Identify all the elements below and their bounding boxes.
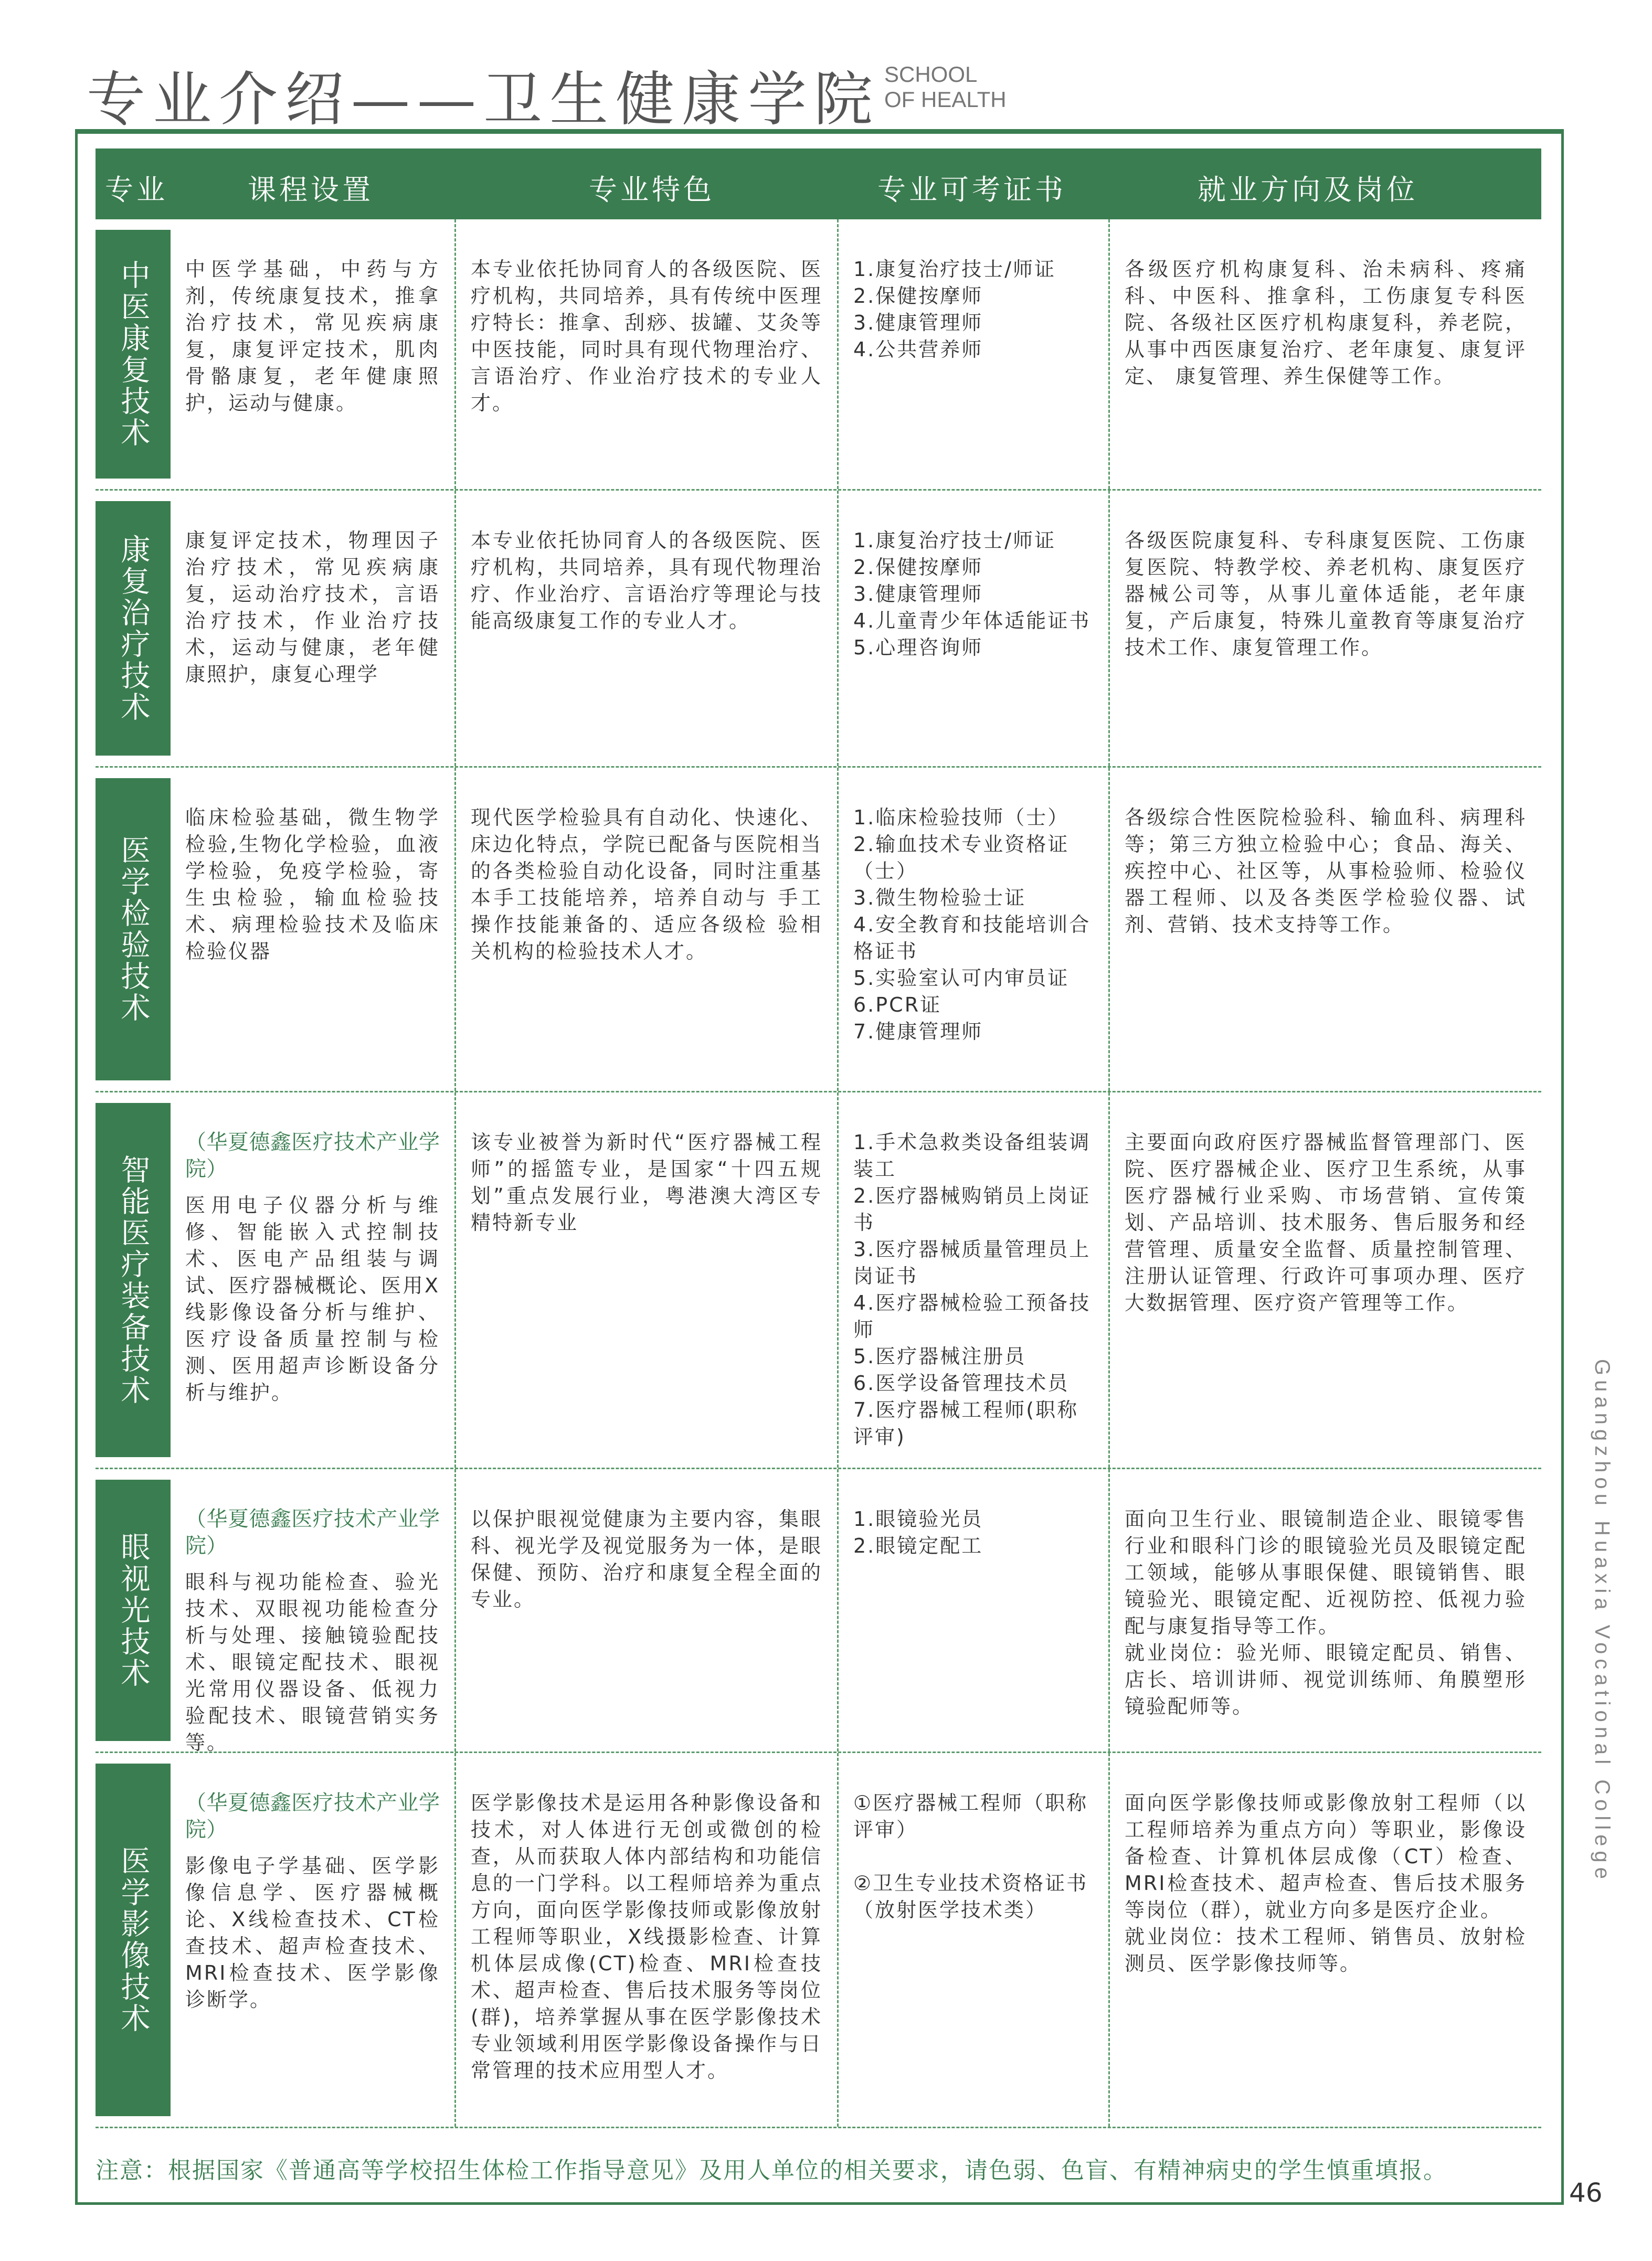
courses-text: 康复评定技术，物理因子治疗技术，常见疾病康复，运动治疗技术，言语治疗技术，作业治疗技术，运动与健康，老年健康照护，康复心理学 [185, 529, 440, 686]
courses-cell [171, 1753, 454, 2127]
major-name-label: 医学影像技术 [96, 1764, 171, 2116]
features-cell [454, 768, 837, 1091]
courses-cell [171, 219, 454, 489]
table-header [96, 148, 1541, 219]
column-header-features: 专业特色 [589, 173, 715, 206]
features-text: 以保护眼视觉健康为主要内容，集眼科、视光学及视觉服务为一体，是眼保健、预防、治疗和康复全程全面的专业。 [471, 1508, 822, 1611]
features-cell [454, 1092, 837, 1468]
courses-cell [171, 491, 454, 766]
jobs-cell [1108, 1469, 1541, 1752]
jobs-cell [1108, 1092, 1541, 1468]
column-header-certs: 专业可考证书 [877, 173, 1066, 206]
certs-cell [837, 1753, 1108, 2127]
college-side-text: Guangzhou Huaxia Vocational College [1591, 1359, 1614, 1884]
jobs-text: 主要面向政府医疗器械监督管理部门、医院、医疗器械企业、医疗卫生系统，从事医疗器械行业采购、市场营销、宣传策划、产品培训、技术服务、售后服务和经营管理、质量安全监督、质量控制管理、注册认证管理、行政许可事项办理、医疗大数据管理、医疗资产管理等工作。 [1125, 1131, 1527, 1314]
page-number: 46 [1569, 2178, 1603, 2208]
courses-text: 临床检验基础，微生物学检验,生物化学检验，血液学检验，免疫学检验，寄生虫检验，输血检验技术、病理检验技术及临床检验仪器 [185, 806, 440, 963]
major-name-label: 眼视光技术 [96, 1480, 171, 1741]
certs-text: 1.临床检验技师（士） 2.输血技术专业资格证（士） 3.微生物检验士证 4.安全教育和技能培训合格证书 5.实验室认可内审员证 6.PCR证 7.健康管理师 [853, 806, 1091, 1043]
institute-label: （华夏德鑫医疗技术产业学院） [185, 1130, 440, 1181]
table-row [96, 1469, 1541, 1753]
page-subtitle [884, 62, 1007, 112]
features-text: 本专业依托协同育人的各级医院、医疗机构，共同培养，具有现代物理治疗、作业治疗、言语治疗等理论与技能高级康复工作的专业人才。 [471, 529, 822, 632]
features-text: 本专业依托协同育人的各级医院、医疗机构，共同培养，具有传统中医理疗特长：推拿、刮痧、拔罐、艾灸等中医技能，同时具有现代物理治疗、言语治疗、作业治疗技术的专业人才。 [471, 258, 822, 415]
features-text: 现代医学检验具有自动化、快速化、床边化特点，学院已配备与医院相当的各类检验自动化设备，同时注重基本手工技能培养，培养自动与 手工操作技能兼备的、适应各级检 验相关机构的检验技术人才。 [471, 806, 822, 963]
features-text: 医学影像技术是运用各种影像设备和技术，对人体进行无创或微创的检查，从而获取人体内部结构和功能信息的一门学科。以工程师培养为重点方向，面向医学影像技师或影像放射工程师等职业，X线摄影检查、计算机体层成像(CT)检查、MRI检查技术、超声检查、售后技术服务等岗位(群)，培养掌握从事在医学影像技术专业领域利用医学影像设备操作与日常管理的技术应用型人才。 [471, 1791, 822, 2082]
table-row [96, 491, 1541, 768]
major-name-label: 医学检验技术 [96, 778, 171, 1080]
certs-text: ①医疗器械工程师（职称评审） ②卫生专业技术资格证书（放射医学技术类） [853, 1791, 1088, 1922]
jobs-text: 各级医疗机构康复科、治未病科、疼痛科、中医科、推拿科，工伤康复专科医院、各级社区医疗机构康复科，养老院，从事中西医康复治疗、老年康复、康复评定、 康复管理、养生保健等工作。 [1125, 258, 1527, 388]
certs-text: 1.康复治疗技士/师证 2.保健按摩师 3.健康管理师 4.公共营养师 [853, 258, 1056, 361]
certs-cell [837, 768, 1108, 1091]
subtitle-line1: SCHOOL [884, 62, 978, 87]
courses-text: 医用电子仪器分析与维修、智能嵌入式控制技术、医电产品组装与调试、医疗器械概论、医用X线影像设备分析与维护、医疗设备质量控制与检测、医用超声诊断设备分析与维护。 [185, 1194, 440, 1404]
certs-text: 1.康复治疗技士/师证 2.保健按摩师 3.健康管理师 4.儿童青少年体适能证书 5.心理咨询师 [853, 529, 1091, 659]
major-name-label: 康复治疗技术 [96, 501, 171, 756]
features-cell [454, 1469, 837, 1752]
features-cell [454, 219, 837, 489]
courses-text: 中医学基础，中药与方剂，传统康复技术，推拿治疗技术，常见疾病康复，康复评定技术，肌肉骨骼康复，老年健康照护，运动与健康。 [185, 258, 440, 415]
column-header-courses: 课程设置 [248, 173, 374, 206]
courses-cell [171, 1092, 454, 1468]
institute-label: （华夏德鑫医疗技术产业学院） [185, 1507, 440, 1558]
jobs-cell [1108, 491, 1541, 766]
certs-cell [837, 491, 1108, 766]
jobs-cell [1108, 768, 1541, 1091]
features-cell [454, 1753, 837, 2127]
column-header-major: 专业 [105, 173, 168, 206]
certs-cell [837, 1092, 1108, 1468]
page-title: 专业介绍——卫生健康学院 [87, 66, 880, 134]
subtitle-line2: OF HEALTH [884, 87, 1007, 112]
courses-cell [171, 768, 454, 1091]
certs-cell [837, 1469, 1108, 1752]
courses-text: 影像电子学基础、医学影像信息学、医疗器械概论、X线检查技术、CT检查技术、超声检查技术、MRI检查技术、医学影像诊断学。 [185, 1854, 440, 2011]
jobs-text: 各级综合性医院检验科、输血科、病理科等；第三方独立检验中心；食品、海关、疾控中心、社区等，从事检验师、检验仪器工程师、以及各类医学检验仪器、试剂、营销、技术支持等工作。 [1125, 806, 1527, 936]
jobs-text: 各级医院康复科、专科康复医院、工伤康复医院、特教学校、养老机构、康复医疗器械公司等，从事儿童体适能，老年康复，产后康复，特殊儿童教育等康复治疗技术工作、康复管理工作。 [1125, 529, 1527, 659]
jobs-cell [1108, 1753, 1541, 2127]
major-name-label: 中医康复技术 [96, 230, 171, 479]
features-text: 该专业被誉为新时代“医疗器械工程师”的摇篮专业，是国家“十四五规划”重点发展行业，粤港澳大湾区专精特新专业 [471, 1131, 822, 1234]
table-row [96, 219, 1541, 491]
major-name-label: 智能医疗装备技术 [96, 1103, 171, 1457]
table-row [96, 1753, 1541, 2128]
column-header-jobs: 就业方向及岗位 [1198, 173, 1418, 206]
notice-text: 注意：根据国家《普通高等学校招生体检工作指导意见》及用人单位的相关要求，请色弱、色盲、有精神病史的学生慎重填报。 [96, 2157, 1447, 2184]
certs-text: 1.眼镜验光员 2.眼镜定配工 [853, 1508, 983, 1557]
jobs-cell [1108, 219, 1541, 489]
jobs-text: 面向医学影像技师或影像放射工程师（以工程师培养为重点方向）等职业，影像设备检查、计算机体层成像（CT）检查、MRI检查技术、超声检查、售后技术服务等岗位（群），就业方向多是医疗企业。 就业岗位：技术工程师、销售员、放射检测员、医学影像技师等。 [1125, 1791, 1527, 1975]
courses-text: 眼科与视功能检查、验光技术、双眼视功能检查分析与处理、接触镜验配技术、眼镜定配技术、眼视光常用仪器设备、低视力验配技术、眼镜营销实务等。 [185, 1570, 440, 1754]
certs-cell [837, 219, 1108, 489]
table-row [96, 768, 1541, 1092]
features-cell [454, 491, 837, 766]
institute-label: （华夏德鑫医疗技术产业学院） [185, 1791, 440, 1842]
certs-text: 1.手术急救类设备组装调装工 2.医疗器械购销员上岗证书 3.医疗器械质量管理员上岗证书 4.医疗器械检验工预备技师 5.医疗器械注册员 6.医学设备管理技术员 7.医疗器械工程师(职称评审) [853, 1131, 1091, 1448]
jobs-text: 面向卫生行业、眼镜制造企业、眼镜零售行业和眼科门诊的眼镜验光员及眼镜定配工领域，能够从事眼保健、眼镜销售、眼镜验光、眼镜定配、近视防控、低视力验配与康复指导等工作。 就业岗位：验光师、眼镜定配员、销售、店长、培训讲师、视觉训练师、角膜塑形镜验配师等。 [1125, 1508, 1527, 1718]
courses-cell [171, 1469, 454, 1752]
table-row [96, 1092, 1541, 1469]
